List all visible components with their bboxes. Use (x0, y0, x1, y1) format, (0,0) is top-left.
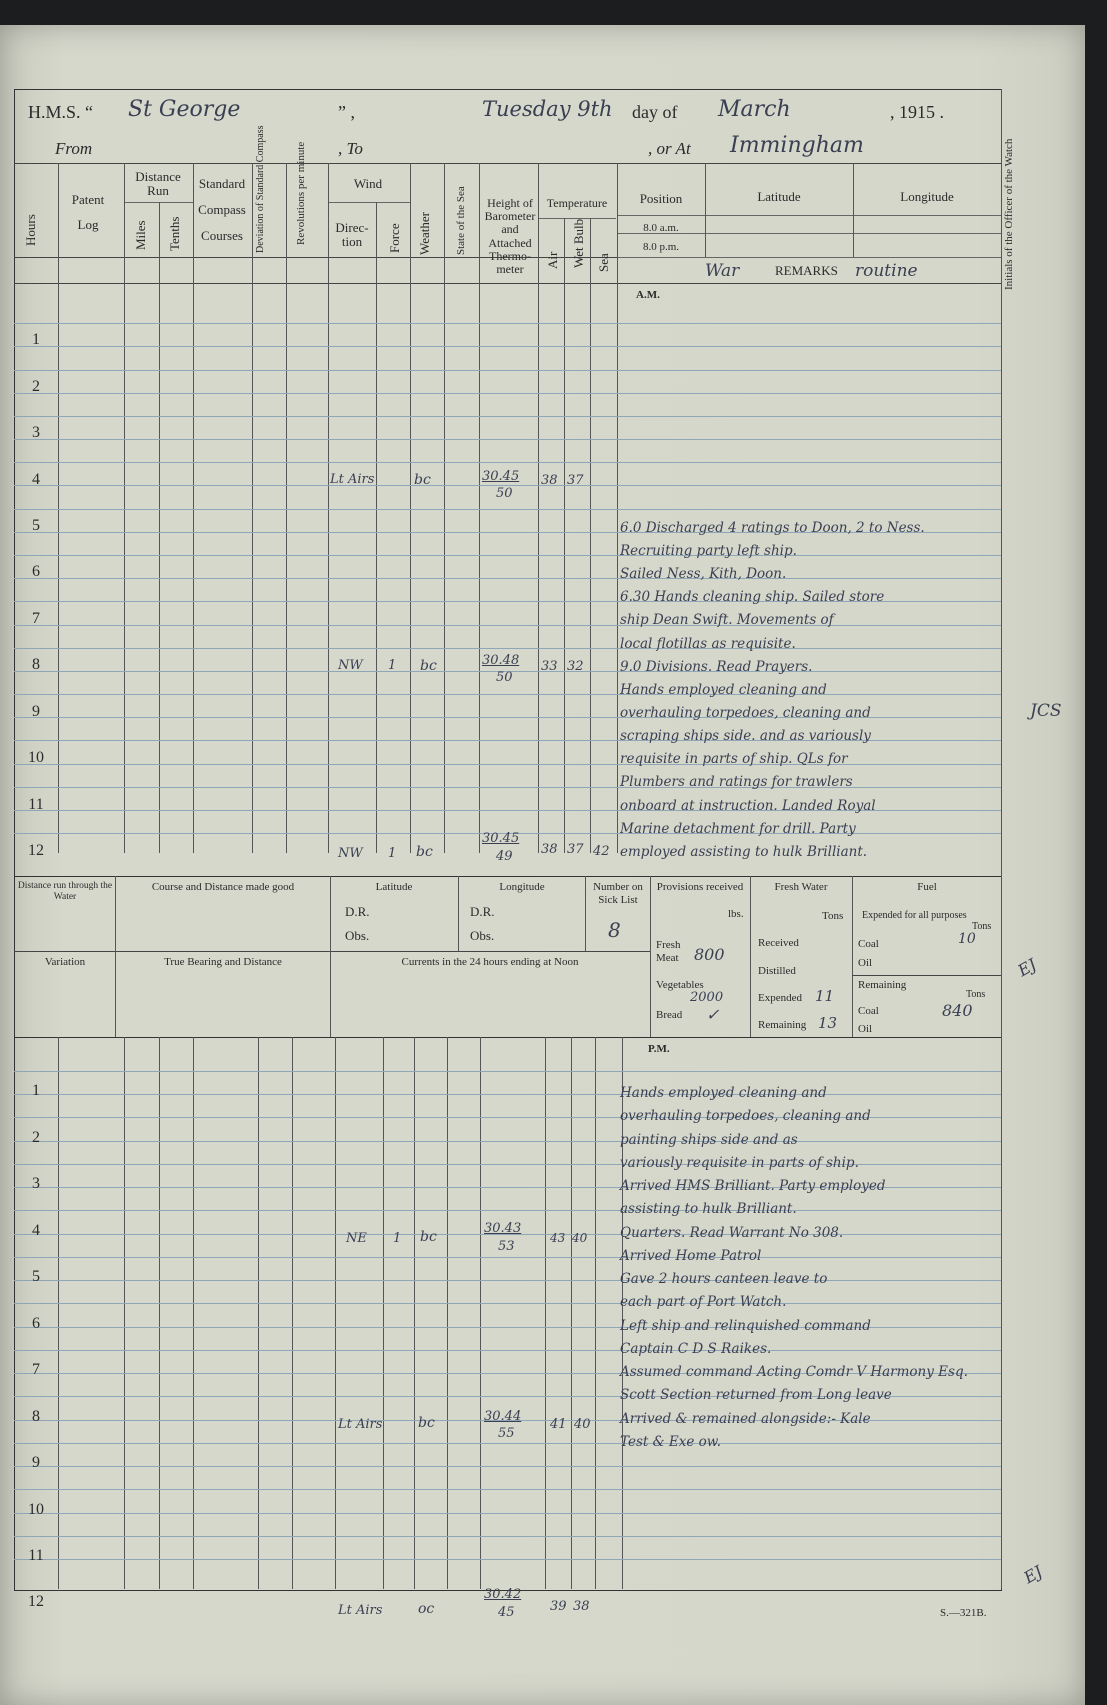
am-r12-dir: NW (338, 846, 363, 861)
pm-r12-baro: 30.42 (484, 1587, 522, 1602)
month: March (718, 97, 791, 122)
col-longitude: Longitude (900, 189, 954, 204)
pm-r4-weather: bc (420, 1229, 437, 1245)
col-wet-bulb: Wet Bulb (571, 218, 586, 268)
pm-r12-weather: oc (418, 1601, 435, 1617)
am-r12-air: 38 (541, 842, 558, 857)
pm-hour-7: 7 (32, 1361, 40, 1378)
am-r4-air: 38 (541, 473, 558, 488)
am-r12-baro: 30.45 (482, 831, 520, 846)
pm-hour-11: 11 (28, 1547, 44, 1564)
pm-hour-12: 12 (28, 1593, 44, 1610)
am-remark-2: Recruiting party left ship. (620, 543, 797, 559)
fresh-meat-label: Fresh Meat (656, 939, 681, 964)
fresh-water-label: Fresh Water (774, 881, 828, 893)
pm-hour-9: 9 (32, 1454, 40, 1471)
col-revolutions: Revolutions per minute (295, 141, 307, 245)
pm-remark-4: variously requisite in parts of ship. (620, 1155, 859, 1171)
pm-hour-3: 3 (32, 1175, 40, 1192)
col-tenths: Tenths (167, 216, 182, 251)
mid-latitude-label: Latitude (375, 881, 413, 893)
fresh-meat-value: 800 (694, 945, 725, 964)
col-state-of-sea: State of the Sea (455, 186, 467, 255)
lat-obs: Obs. (345, 928, 370, 943)
am-hour-12: 12 (28, 842, 44, 859)
am-remark-14: Marine detachment for drill. Party (620, 821, 856, 837)
pm-r12-wet: 38 (573, 1599, 590, 1614)
col-force: Force (387, 223, 402, 253)
pm-r8-baro: 30.44 (484, 1409, 522, 1424)
pm-hour-1: 1 (32, 1082, 40, 1099)
pm-hour-2: 2 (32, 1129, 40, 1146)
col-sea: Sea (596, 253, 611, 273)
am-remark-6: local flotillas as requisite. (620, 636, 796, 652)
location: Immingham (730, 133, 864, 158)
weekday: Tuesday 9th (482, 97, 613, 121)
pm-remark-11: Left ship and relinquished command (620, 1318, 871, 1334)
pm-r4-therm: 53 (498, 1239, 515, 1254)
close-quote: ” , (338, 102, 355, 122)
oil-label: Oil (858, 957, 873, 969)
pm-r8-dir: Lt Airs (338, 1417, 383, 1432)
am-r4-weather: bc (414, 472, 431, 488)
officer-initials-header: Initials of the Officer of the Watch (1003, 138, 1015, 290)
col-distance-run: Distance Run (135, 169, 181, 199)
fuel-tons-label: Tons (972, 921, 992, 932)
am-r12-wet: 37 (567, 842, 584, 857)
am-remark-12: Plumbers and ratings for trawlers (620, 774, 853, 790)
am-r4-baro: 30.45 (482, 469, 520, 484)
rem-tons-label: Tons (966, 989, 986, 1000)
true-bearing-label: True Bearing and Distance (164, 956, 282, 968)
pm-remark-10: each part of Port Watch. (620, 1294, 787, 1310)
am-hour-11: 11 (28, 796, 44, 813)
pm-r4-baro: 30.43 (484, 1221, 522, 1236)
coal-label: Coal (858, 938, 879, 950)
pm-remark-16: Test & Exe ow. (620, 1434, 722, 1450)
pm-remark-13: Assumed command Acting Comdr V Harmony Esq. (620, 1364, 968, 1380)
bread-value: ✓ (706, 1005, 720, 1024)
am-r12-sea: 42 (593, 844, 610, 859)
pos-pm: 8.0 p.m. (642, 241, 680, 253)
expended-value: 11 (815, 987, 835, 1005)
remaining-label: Remaining (758, 1019, 807, 1031)
currents-label: Currents in the 24 hours ending at Noon (401, 956, 579, 968)
pm-r4-force: 1 (393, 1231, 402, 1246)
col-remarks: REMARKS (775, 263, 838, 278)
pm-r8-wet: 40 (574, 1417, 591, 1432)
long-dr: D.R. (470, 904, 495, 919)
am-r8-air: 33 (541, 659, 558, 674)
col-direction: Direc-tion (335, 220, 369, 250)
expended-label: Expended (758, 992, 802, 1004)
log-page (0, 25, 1085, 1705)
sick-list-label: Number on Sick List (593, 881, 643, 906)
col-log: Log (77, 217, 99, 232)
am-remark-15: employed assisting to hulk Brilliant. (620, 844, 868, 860)
am-r4-therm: 50 (496, 486, 513, 501)
am-r12-force: 1 (388, 846, 397, 861)
fuel-remaining-label: Remaining (858, 979, 907, 991)
water-tons-label: Tons (822, 910, 844, 922)
pm-remark-14: Scott Section returned from Long leave (620, 1387, 892, 1403)
am-r8-dir: NW (338, 658, 363, 673)
pm-remark-1: Hands employed cleaning and (620, 1085, 827, 1101)
col-barometer: Height of Barometer and Attached Thermo-meter (484, 196, 536, 276)
pm-hour-10: 10 (28, 1501, 44, 1518)
col-air: Air (545, 251, 560, 269)
col-temperature: Temperature (546, 196, 608, 210)
am-remark-7: 9.0 Divisions. Read Prayers. (620, 659, 813, 675)
received-label: Received (758, 937, 799, 949)
am-r8-baro: 30.48 (482, 653, 520, 668)
col-standard: Standard (198, 176, 246, 191)
mid-longitude-label: Longitude (499, 881, 545, 893)
provisions-label: Provisions received (656, 881, 744, 893)
am-hour-7: 7 (32, 610, 40, 627)
am-r8-therm: 50 (496, 670, 513, 685)
pm-remark-7: Quarters. Read Warrant No 308. (620, 1225, 844, 1241)
pm-remark-8: Arrived Home Patrol (620, 1248, 762, 1264)
form-number: S.—321B. (940, 1607, 987, 1619)
am-remark-8: Hands employed cleaning and (620, 682, 827, 698)
col-deviation: Deviation of Standard Compass (255, 125, 266, 253)
lat-dr: D.R. (345, 904, 370, 919)
am-hour-4: 4 (32, 471, 40, 488)
pm-r4-wet: 40 (572, 1231, 588, 1245)
am-remark-11: requisite in parts of ship. QLs for (620, 751, 848, 767)
col-position: Position (639, 191, 683, 206)
pm-remark-5: Arrived HMS Brilliant. Party employed (620, 1178, 886, 1194)
to-label: , To (338, 139, 363, 158)
col-miles: Miles (133, 220, 148, 250)
fuel-label: Fuel (917, 881, 937, 893)
am-r8-force: 1 (388, 658, 397, 673)
pm-r8-weather: bc (418, 1415, 435, 1431)
coal2-value: 840 (942, 1001, 973, 1020)
am-remark-10: scraping ships side. and as variously (620, 728, 871, 744)
am-remark-1: 6.0 Discharged 4 ratings to Doon, 2 to Ness. (620, 520, 925, 536)
officer-initials-pm: EJ (1020, 1561, 1046, 1588)
col-weather: Weather (417, 212, 432, 255)
pm-r12-therm: 45 (498, 1605, 515, 1620)
am-remark-4: 6.30 Hands cleaning ship. Sailed store (620, 589, 885, 605)
officer-initials-am: JCS (1030, 701, 1062, 721)
am-r12-therm: 49 (496, 849, 513, 864)
pm-remark-6: assisting to hulk Brilliant. (620, 1201, 797, 1217)
pm-r12-air: 39 (550, 1599, 567, 1614)
ship-name: St George (128, 97, 241, 122)
pm-remark-15: Arrived & remained alongside:- Kale (620, 1411, 871, 1427)
pm-hour-8: 8 (32, 1408, 40, 1425)
pm-r4-air: 43 (550, 1231, 566, 1245)
pm-r8-air: 41 (550, 1417, 567, 1432)
coal2-label: Coal (858, 1005, 879, 1017)
col-wind: Wind (353, 176, 383, 191)
am-r4-wet: 37 (567, 473, 584, 488)
col-latitude: Latitude (757, 189, 801, 204)
pm-hour-6: 6 (32, 1315, 40, 1332)
long-obs: Obs. (470, 928, 495, 943)
pm-label: P.M. (648, 1043, 670, 1055)
oil2-label: Oil (858, 1023, 873, 1035)
am-hour-3: 3 (32, 424, 40, 441)
expended-all-label: Expended for all purposes (862, 910, 967, 921)
am-hour-10: 10 (28, 749, 44, 766)
col-courses: Courses (201, 228, 243, 243)
am-hour-1: 1 (32, 331, 40, 348)
am-r12-weather: bc (416, 844, 433, 860)
am-remark-9: overhauling torpedoes, cleaning and (620, 705, 871, 721)
year: , 1915 . (890, 102, 944, 122)
pm-r8-therm: 55 (498, 1426, 515, 1441)
bread-label: Bread (656, 1009, 683, 1021)
pos-am: 8.0 a.m. (643, 222, 679, 234)
margin-initials-mid: EJ (1014, 954, 1040, 981)
am-hour-2: 2 (32, 378, 40, 395)
hms-prefix: H.M.S. “ (28, 102, 94, 122)
am-r8-wet: 32 (567, 659, 584, 674)
remarks-suffix: routine (855, 261, 918, 281)
am-hour-6: 6 (32, 563, 40, 580)
from-label: From (55, 139, 93, 158)
or-at-label: , or At (648, 139, 691, 158)
coal-value: 10 (958, 931, 976, 947)
pm-remark-3: painting ships side and as (620, 1132, 798, 1148)
pm-remark-12: Captain C D S Raikes. (620, 1341, 772, 1357)
vegetables-value: 2000 (690, 990, 724, 1005)
pm-hour-4: 4 (32, 1222, 40, 1239)
pm-r4-dir: NE (346, 1231, 367, 1246)
remaining-value: 13 (818, 1014, 838, 1032)
col-hours: Hours (23, 214, 38, 246)
am-label: A.M. (636, 289, 660, 301)
lbs-label: lbs. (728, 908, 744, 920)
course-dist-label: Course and Distance made good (151, 881, 295, 893)
pm-remark-9: Gave 2 hours canteen leave to (620, 1271, 828, 1287)
am-hour-5: 5 (32, 517, 40, 534)
am-remark-13: onboard at instruction. Landed Royal (620, 798, 876, 814)
vegetables-label: Vegetables (656, 979, 704, 991)
pm-hour-5: 5 (32, 1268, 40, 1285)
am-remark-3: Sailed Ness, Kith, Doon. (620, 566, 787, 582)
variation-label: Variation (44, 956, 86, 968)
day-of-label: day of (632, 102, 678, 122)
am-r8-weather: bc (420, 658, 437, 674)
am-hour-9: 9 (32, 703, 40, 720)
col-compass: Compass (198, 202, 246, 217)
sick-list-value: 8 (608, 918, 621, 942)
am-r4-dir: Lt Airs (330, 472, 375, 487)
col-patent: Patent (71, 192, 105, 207)
remarks-prefix: War (705, 261, 740, 281)
pm-r12-dir: Lt Airs (338, 1603, 383, 1618)
distilled-label: Distilled (758, 965, 796, 977)
am-remark-5: ship Dean Swift. Movements of (620, 612, 834, 628)
dist-water-label: Distance run through the Water (17, 881, 113, 902)
am-hour-8: 8 (32, 656, 40, 673)
pm-remark-2: overhauling torpedoes, cleaning and (620, 1108, 871, 1124)
